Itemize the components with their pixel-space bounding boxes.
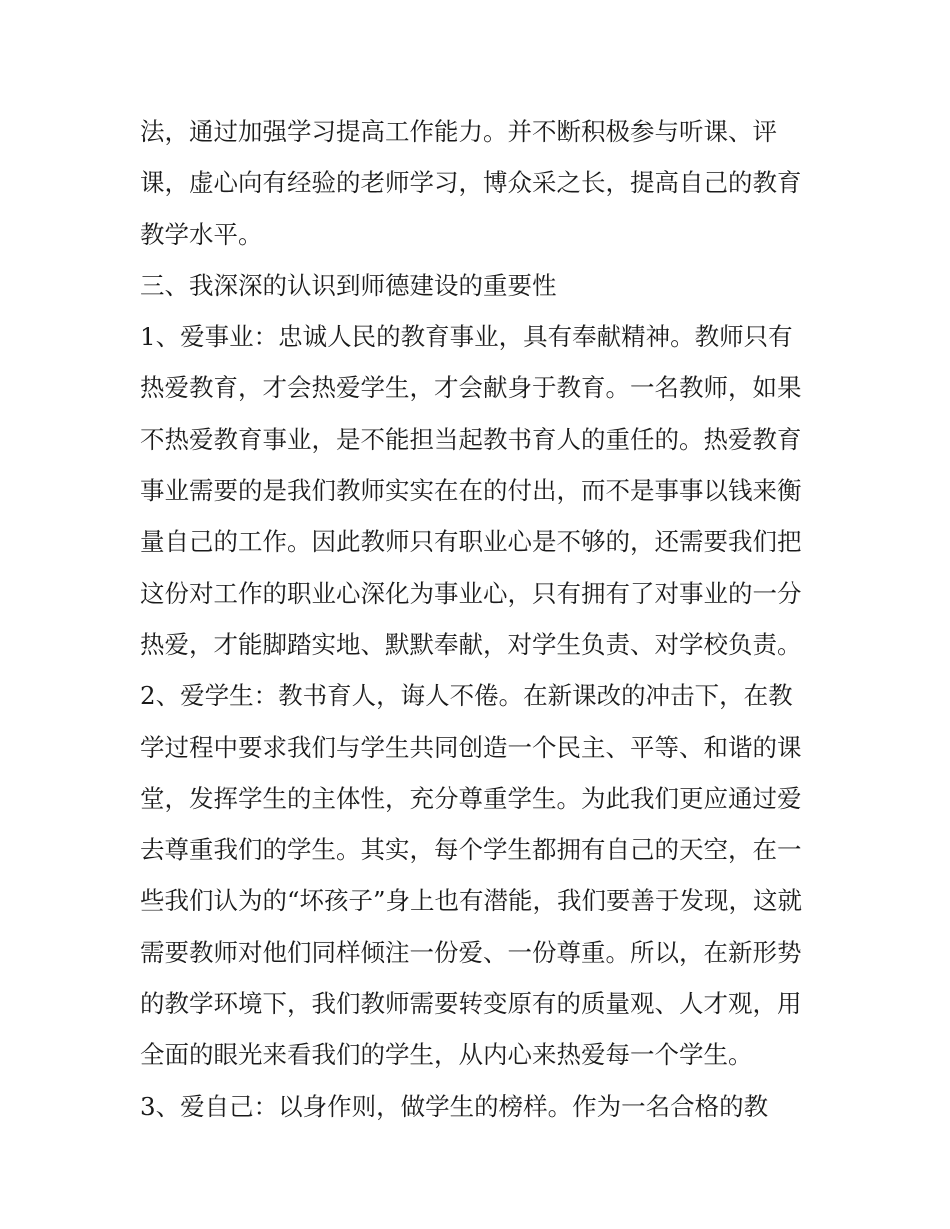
text-line: 去尊重我们的学生。其实，每个学生都拥有自己的天空，在一 <box>140 835 802 865</box>
text-line: 需要教师对他们同样倾注一份爱、一份尊重。所以，在新形势 <box>140 937 802 967</box>
text-line: 1、爱事业：忠诚人民的教育事业，具有奉献精神。教师只有 <box>140 322 793 352</box>
text-line: 教学水平。 <box>140 219 263 249</box>
text-line: 热爱教育，才会热爱学生，才会献身于教育。一名教师，如果 <box>140 373 802 403</box>
section-heading: 三、我深深的认识到师德建设的重要性 <box>140 270 557 300</box>
body-text <box>140 106 820 1132</box>
text-line: 些我们认为的“坏孩子”身上也有潜能，我们要善于发现，这就 <box>140 886 803 916</box>
text-line: 2、爱学生：教书育人，诲人不倦。在新课改的冲击下，在教 <box>140 681 793 711</box>
text-line: 热爱，才能脚踏实地、默默奉献，对学生负责、对学校负责。 <box>140 629 802 659</box>
text-line: 不热爱教育事业，是不能担当起教书育人的重任的。热爱教育 <box>140 424 802 454</box>
text-line: 3、爱自己：以身作则，做学生的榜样。作为一名合格的教 <box>140 1091 769 1121</box>
text-line: 课，虚心向有经验的老师学习，博众采之长，提高自己的教育 <box>140 168 802 198</box>
text-line: 全面的眼光来看我们的学生，从内心来热爱每一个学生。 <box>140 1040 753 1070</box>
text-line: 法，通过加强学习提高工作能力。并不断积极参与听课、评 <box>140 117 777 146</box>
text-line: 的教学环境下，我们教师需要转变原有的质量观、人才观，用 <box>140 989 802 1019</box>
text-line: 量自己的工作。因此教师只有职业心是不够的，还需要我们把 <box>140 527 802 557</box>
text-line: 学过程中要求我们与学生共同创造一个民主、平等、和谐的课 <box>140 732 802 762</box>
text-line: 事业需要的是我们教师实实在在的付出，而不是事事以钱来衡 <box>140 476 802 506</box>
text-line: 堂，发挥学生的主体性，充分尊重学生。为此我们更应通过爱 <box>140 783 802 813</box>
text-line: 这份对工作的职业心深化为事业心，只有拥有了对事业的一分 <box>140 578 802 608</box>
